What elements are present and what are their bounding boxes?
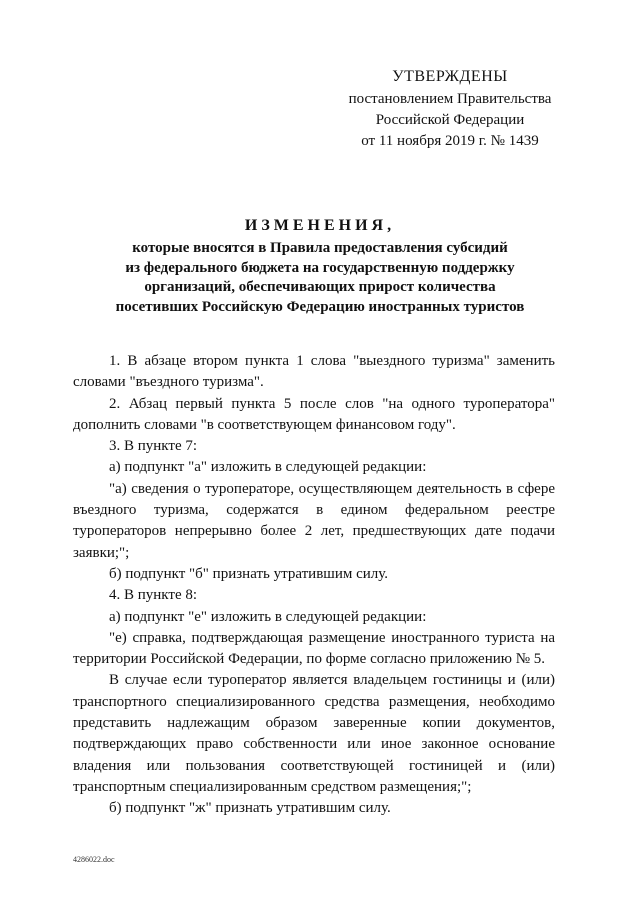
paragraph-7: 4. В пункте 8: (109, 587, 198, 604)
paragraph-2: 2. Абзац первый пункта 5 после слов "на одного туроператора" дополнить словами "в соответствующем финансовом году". (73, 395, 555, 433)
subtitle-line-1: которые вносятся в Правила предоставления субсидий (132, 240, 508, 256)
paragraph-1: 1. В абзаце втором пункта 1 слова "выездного туризма" заменить словами "въездного туризма". (73, 353, 555, 391)
file-name-footer: 4286022.doc (73, 855, 115, 864)
subtitle-line-4: посетивших Российскую Федерацию иностранных туристов (115, 298, 525, 315)
paragraph-4: а) подпункт "а" изложить в следующей редакции: (109, 459, 427, 476)
paragraph-11: б) подпункт "ж" признать утратившим силу. (109, 800, 391, 817)
document-subtitle (100, 239, 540, 317)
paragraph-5: "а) сведения о туроператоре, осуществляющем деятельность в сфере въездного туризма, содержатся в едином федеральном реестре туроператоров непрерывно более 2 лет, предшествующих дате подачи заявки;"; (73, 480, 555, 561)
document-body (73, 351, 555, 820)
approval-line-3: от 11 ноября 2019 г. № 1439 (361, 133, 539, 149)
paragraph-8: а) подпункт "е" изложить в следующей редакции: (109, 608, 427, 625)
approval-line-2: Российской Федерации (375, 112, 525, 128)
paragraph-9: "е) справка, подтверждающая размещение иностранного туриста на территории Российской Федерации, по форме согласно приложению № 5. (73, 629, 555, 668)
approval-heading: УТВЕРЖДЕНЫ (392, 68, 508, 85)
paragraph-3: 3. В пункте 7: (109, 438, 198, 455)
approval-line-1: постановлением Правительства (348, 91, 552, 107)
approval-block (300, 66, 600, 152)
subtitle-line-3: организаций, обеспечивающих прирост количества (144, 279, 496, 295)
paragraph-6: б) подпункт "б" признать утратившим силу. (109, 565, 389, 582)
subtitle-line-2: из федерального бюджета на государственную поддержку (125, 259, 515, 276)
paragraph-10: В случае если туроператор является владельцем гостиницы и (или) транспортного специализированного средства размещения, необходимо представить надлежащим образом заверенные копии документов, подтверждающих право собственности или иное законное основание владения или пользования соответствующей гостиницей и (или) транспортным специализированным средством размещения;"; (73, 672, 555, 795)
document-title: ИЗМЕНЕНИЯ, (244, 217, 396, 234)
